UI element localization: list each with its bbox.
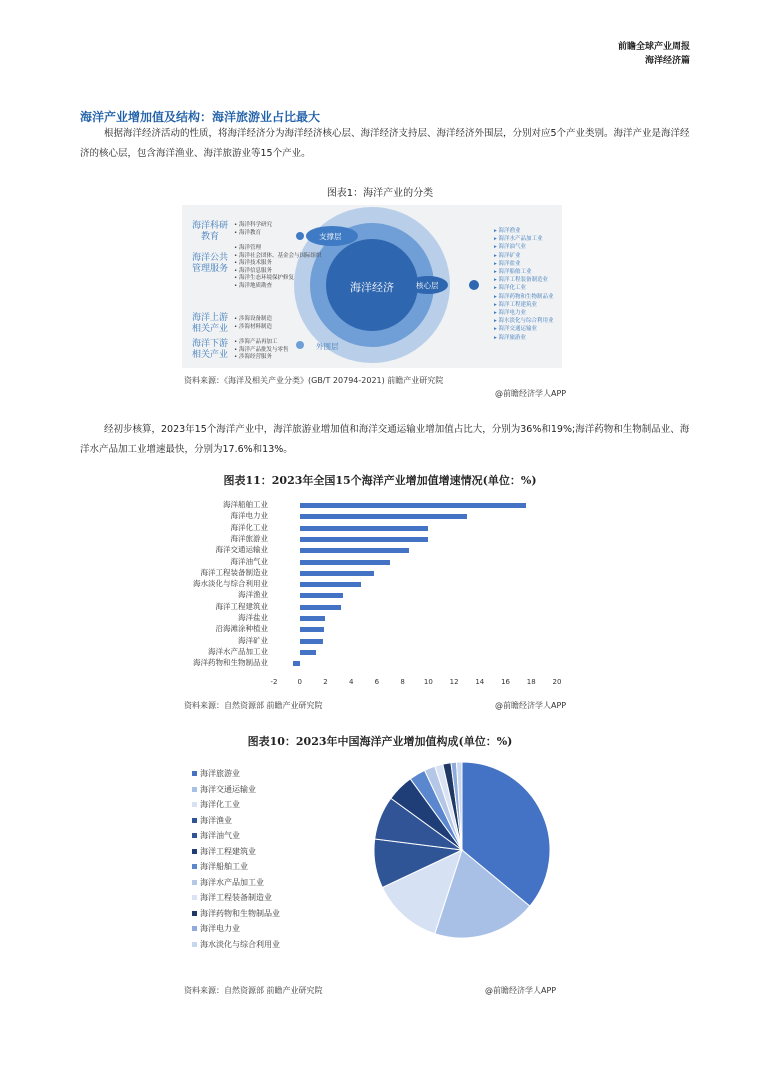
bar (300, 514, 467, 519)
legend-swatch (192, 818, 197, 823)
figure3-watermark: @前瞻经济学人APP (485, 986, 557, 995)
bar (300, 605, 341, 610)
group-item: • 海洋地质勘查 (234, 283, 322, 291)
core-item: ▸ 海洋交通运输业 (494, 325, 554, 333)
legend-item (192, 939, 280, 950)
x-tick-label: 2 (323, 678, 328, 686)
legend-swatch (192, 833, 197, 838)
bar-category-label: 海洋渔业 (238, 590, 268, 600)
bar (300, 560, 390, 565)
x-tick-label: 6 (374, 678, 380, 686)
legend-label: 海洋电力业 (200, 924, 240, 933)
bar (300, 526, 429, 531)
bar-category-label: 海洋旅游业 (230, 533, 268, 543)
group-item: • 海洋产品批发与零售 (234, 347, 289, 355)
x-tick-label: 20 (552, 678, 562, 686)
group-items (234, 316, 272, 331)
legend-swatch (192, 895, 197, 900)
x-tick-label: 10 (423, 678, 433, 686)
core-item: ▸ 海洋船舶工业 (494, 268, 554, 276)
x-tick-label: 16 (501, 678, 510, 686)
bar (300, 616, 326, 621)
x-tick-label: -2 (270, 678, 278, 686)
group-item: • 涉海产品再加工 (234, 339, 289, 347)
group-items (234, 339, 289, 362)
legend-label: 海洋油气业 (200, 831, 240, 840)
support-dot (296, 232, 304, 240)
legend-label: 海洋药物和生物制品业 (200, 908, 280, 918)
bar (300, 503, 526, 508)
legend-label: 海洋化工业 (200, 800, 240, 809)
legend-swatch (192, 926, 197, 931)
legend-label: 海洋水产品加工业 (200, 877, 264, 887)
group-item: • 海洋生态环境保护修复 (234, 275, 322, 283)
legend-item (192, 815, 232, 826)
bar (300, 593, 344, 598)
group-name: 海洋下游相关产业 (191, 339, 228, 360)
figure3-source: 资料来源：自然资源部 前瞻产业研究院 (184, 986, 323, 995)
bar-category-label: 海洋工程建筑业 (215, 601, 268, 611)
bar (300, 650, 317, 655)
core-item: ▸ 海水淡化与综合利用业 (494, 317, 554, 325)
x-tick-label: 18 (526, 678, 536, 686)
bar (293, 661, 299, 666)
legend-item (192, 908, 280, 919)
figure2-watermark: @前瞻经济学人APP (495, 701, 567, 710)
legend-swatch (192, 787, 197, 792)
bar-category-label: 海水淡化与综合利用业 (193, 579, 268, 589)
bar-category-label: 沿海滩涂种植业 (215, 624, 268, 634)
figure2-title: 图表11：2023年全国15个海洋产业增加值增速情况(单位：%) (223, 474, 537, 487)
bar-category-label: 海洋工程装备制造业 (200, 567, 268, 577)
core-layer-label: 核心层 (416, 281, 439, 290)
core-item: ▸ 海洋矿业 (494, 252, 554, 260)
legend-item (192, 923, 240, 934)
bar (300, 548, 409, 553)
group-item: • 海洋技术服务 (234, 260, 322, 268)
figure1-title: 图表1：海洋产业的分类 (326, 188, 434, 199)
paragraph-2: 经初步核算，2023年15个海洋产业中，海洋旅游业增加值和海洋交通运输业增加值占比大，分别为36%和19%;海洋药物和生物制品业、海洋水产品加工业增速最快，分别为17.6%和13%。 (80, 424, 690, 455)
legend-swatch (192, 880, 197, 885)
bar (300, 627, 324, 632)
core-item: ▸ 海洋电力业 (494, 309, 554, 317)
group-item: • 海洋社会团体、基金会与国际组织 (234, 253, 322, 261)
bar-category-label: 海洋矿业 (238, 635, 268, 645)
legend-item (192, 861, 248, 872)
group-item: • 涉海设备制造 (234, 316, 272, 324)
bar-category-label: 海洋电力业 (230, 511, 268, 521)
legend-item (192, 799, 240, 810)
bar-category-label: 海洋药物和生物制品业 (193, 658, 268, 668)
legend-swatch (192, 849, 197, 854)
bar-category-label: 海洋油气业 (230, 556, 268, 566)
bar-category-label: 海洋船舶工业 (223, 500, 268, 509)
outer-dot (296, 341, 304, 349)
figure3-title: 图表10：2023年中国海洋产业增加值构成(单位：%) (247, 735, 513, 748)
bar (300, 582, 362, 587)
pie-chart (182, 750, 567, 980)
legend-item (192, 846, 256, 857)
group-items (234, 245, 322, 290)
support-layer-label: 支撑层 (319, 232, 342, 241)
group-item: • 海洋教育 (234, 230, 272, 238)
core-item: ▸ 海洋化工业 (494, 284, 554, 292)
legend-label: 海洋旅游业 (200, 769, 240, 778)
figure1-diagram (182, 205, 562, 368)
legend-swatch (192, 942, 197, 947)
legend-item (192, 830, 240, 841)
legend-swatch (192, 802, 197, 807)
group-item: • 涉海经营服务 (234, 354, 289, 362)
legend-label: 海洋工程装备制造业 (200, 893, 272, 902)
page-header (618, 40, 690, 68)
core-item: ▸ 海洋工程建筑业 (494, 301, 554, 309)
core-item: ▸ 海洋工程装备制造业 (494, 276, 554, 284)
core-label: 海洋经济 (350, 281, 394, 294)
figure2-source: 资料来源：自然资源部 前瞻产业研究院 (184, 701, 323, 710)
x-tick-label: 4 (348, 678, 354, 686)
bar-category-label: 海洋化工业 (230, 522, 268, 532)
core-item: ▸ 海洋旅游业 (494, 334, 554, 342)
legend-label: 海洋交通运输业 (200, 784, 256, 794)
bar (300, 537, 429, 542)
legend-label: 海洋船舶工业 (200, 862, 248, 871)
legend-item (192, 892, 272, 903)
group-item: • 涉海材料制造 (234, 324, 272, 332)
group-name: 海洋上游相关产业 (191, 313, 228, 334)
core-dot (469, 280, 479, 290)
legend-swatch (192, 864, 197, 869)
legend-label: 海洋工程建筑业 (200, 846, 256, 856)
x-tick-label: 8 (400, 678, 405, 686)
core-item: ▸ 海洋水产品加工业 (494, 235, 554, 243)
legend-label: 海水淡化与综合利用业 (200, 939, 280, 949)
legend-item (192, 784, 256, 795)
figure1-watermark: @前瞻经济学人APP (495, 389, 567, 398)
group-item: • 海洋管理 (234, 245, 322, 253)
core-item: ▸ 海洋盐业 (494, 260, 554, 268)
bar-category-label: 海洋交通运输业 (215, 545, 268, 555)
figure1-source: 资料来源：《海洋及相关产业分类》(GB/T 20794-2021) 前瞻产业研究院 (184, 376, 444, 385)
core-item: ▸ 海洋油气业 (494, 243, 554, 251)
core-items-list (494, 227, 554, 342)
legend-swatch (192, 771, 197, 776)
section-title: 海洋产业增加值及结构：海洋旅游业占比最大 (80, 110, 321, 124)
core-item: ▸ 海洋渔业 (494, 227, 554, 235)
paragraph-1: 根据海洋经济活动的性质，将海洋经济分为海洋经济核心层、海洋经济支持层、海洋经济外围层，分别对应5个产业类别。海洋产业是海洋经济的核心层，包含海洋渔业、海洋旅游业等15个产业。 (80, 128, 690, 159)
group-item: • 海洋信息服务 (234, 268, 322, 276)
legend-label: 海洋渔业 (200, 815, 232, 825)
x-tick-label: 0 (297, 678, 302, 686)
legend-item (192, 768, 240, 779)
x-tick-label: 14 (475, 678, 485, 686)
core-item: ▸ 海洋药物和生物制品业 (494, 293, 554, 301)
bar-category-label: 海洋水产品加工业 (208, 646, 268, 656)
outer-layer-label: 外围层 (316, 342, 339, 351)
header-line2: 海洋经济篇 (644, 56, 690, 66)
bar-category-label: 海洋盐业 (238, 613, 268, 622)
bar (300, 639, 323, 644)
group-name: 海洋科研教育 (191, 221, 228, 242)
x-tick-label: 12 (449, 678, 459, 686)
legend-item (192, 877, 264, 888)
header-line1: 前瞻全球产业周报 (617, 42, 690, 52)
group-item: • 海洋科学研究 (234, 222, 272, 230)
bar (300, 571, 375, 576)
legend-swatch (192, 911, 197, 916)
group-items (234, 222, 272, 237)
bar-chart (182, 490, 567, 695)
group-name: 海洋公共管理服务 (191, 253, 228, 274)
